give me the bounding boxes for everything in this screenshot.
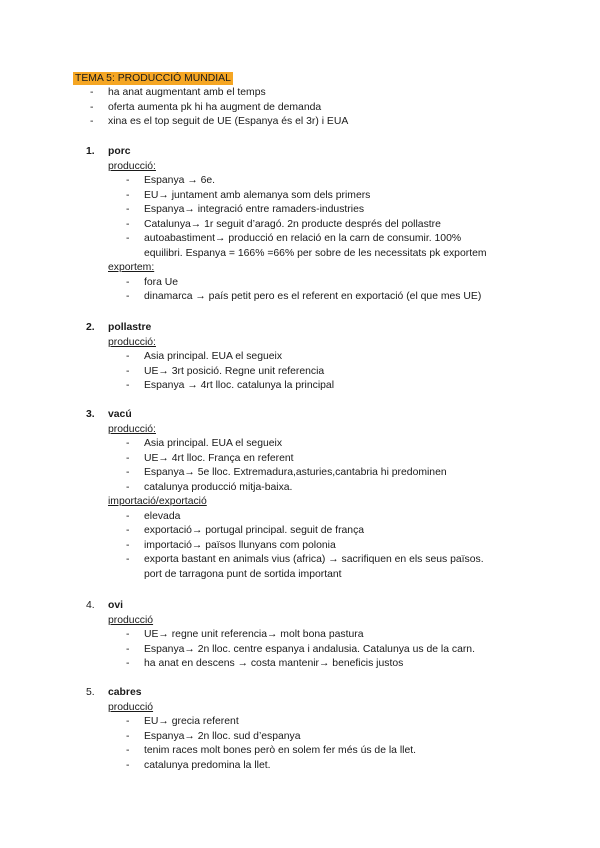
list-item-continuation [86,247,566,262]
list-item-text: equilibri. Espanya = 166% =66% per sobre de les necessitats pk exportem [144,247,487,259]
list-item-text: importació→ països llunyans com polonia [144,539,336,551]
bullet-dash: - [126,716,130,727]
item-list [86,510,566,583]
list-item-continuation [86,568,566,583]
list-item [86,276,566,291]
list-item [86,232,566,247]
page-title: TEMA 5: PRODUCCIÓ MUNDIAL [75,73,231,84]
section-number: 3. [86,409,95,420]
bullet-dash: - [126,730,130,742]
section-heading [86,408,566,423]
list-item-text: elevada [144,510,181,522]
list-item [86,379,566,394]
bullet-dash: - [90,116,94,127]
bullet-dash: - [126,510,130,522]
list-item [86,481,566,496]
bullet-dash: - [126,525,130,536]
section-vacú [86,408,566,582]
list-item-text: Asia principal. EUA el segueix [144,351,283,362]
section-heading [86,686,566,701]
item-list [86,628,566,672]
bullet-dash: - [126,380,130,391]
list-item-text: Espanya → 4rt lloc. catalunya la principal [144,380,335,391]
bullet-dash: - [126,745,130,756]
list-item [86,715,566,730]
list-item [86,744,566,759]
bullet-dash: - [126,481,130,493]
list-item [86,553,566,568]
subheading: producció [108,614,154,626]
list-item [86,189,566,204]
bullet-dash: - [126,351,130,362]
bullet-dash: - [90,87,94,98]
list-item-text: tenim races molt bones però en solem fer més ús de la llet. [144,745,417,756]
subheading: exportem: [108,262,155,273]
list-item-text: catalunya producció mitja-baixa. [144,481,293,493]
subheading: producció: [108,160,156,172]
intro-item [90,101,570,116]
bullet-dash: - [126,204,130,215]
intro-item-text: oferta aumenta pk hi ha augment de demanda [108,101,322,113]
section-heading [86,145,566,160]
bullet-dash: - [126,365,130,377]
bullet-dash: - [126,467,130,478]
subheading: producció [108,701,154,713]
item-list [86,174,566,261]
bullet-dash: - [126,175,130,186]
bullet-dash: - [126,291,130,302]
list-item-text: catalunya predomina la llet. [144,759,271,771]
list-item-text: Espanya → 6e. [144,175,216,186]
list-item-text: Espanya→ 2n lloc. sud d’espanya [144,730,301,742]
list-item [86,628,566,643]
subheading: producció: [108,336,156,348]
bullet-dash: - [126,554,130,565]
section-number: 5. [86,687,95,698]
bullet-dash: - [126,189,130,201]
bullet-dash: - [90,101,94,113]
section-ovi [86,599,566,672]
list-item-text: Asia principal. EUA el segueix [144,438,283,449]
section-cabres [86,686,566,773]
list-item [86,510,566,525]
item-list [86,437,566,495]
bullet-dash: - [126,629,130,640]
list-item-text: exportació→ portugal principal. seguit de frança [144,525,365,536]
bullet-dash: - [126,643,130,655]
list-item [86,730,566,745]
section-number: 2. [86,322,95,333]
list-item-text: EU→ juntament amb alemanya som dels primers [144,189,371,201]
bullet-dash: - [126,452,130,464]
list-item-text: EU→ grecia referent [144,716,239,727]
list-item [86,657,566,672]
section-title: cabres [108,687,142,698]
bullet-dash: - [126,276,130,288]
section-number: 1. [86,146,95,157]
bullet-dash: - [126,658,130,669]
section-heading [86,321,566,336]
list-item-text: exporta bastant en animals vius (africa) → sacrifiquen en els seus països. [144,554,484,565]
list-item-text: fora Ue [144,276,179,288]
list-item-text: Espanya→ 2n lloc. centre espanya i andalusia. Catalunya us de la carn. [144,643,475,655]
intro-item-text: ha anat augmentant amb el temps [108,87,266,98]
list-item [86,218,566,233]
list-item [86,350,566,365]
list-item-text: Espanya→ integració entre ramaders-industries [144,204,365,215]
list-item-text: ha anat en descens → costa mantenir→ beneficis justos [144,658,404,669]
section-title: ovi [108,600,124,611]
list-item-text: Catalunya→ 1r seguit d’aragó. 2n producte després del pollastre [144,218,441,230]
intro-list [90,86,570,130]
subheading: importació/exportació [108,496,207,507]
list-item-text: autoabastiment→ producció en relació en la carn de consumir. 100% [144,233,462,244]
list-item [86,759,566,774]
intro-item [90,86,570,101]
intro-item-text: xina es el top seguit de UE (Espanya és el 3r) i EUA [108,116,349,127]
list-item [86,365,566,380]
list-item [86,290,566,305]
bullet-dash: - [126,438,130,449]
section-title: pollastre [108,322,152,333]
section-pollastre [86,321,566,394]
intro-item [90,115,570,130]
item-list [86,350,566,394]
list-item [86,643,566,658]
list-item-text: Espanya→ 5e lloc. Extremadura,asturies,cantabria hi predominen [144,467,447,478]
bullet-dash: - [126,539,130,551]
list-item [86,524,566,539]
list-item-text: UE→ 3rt posició. Regne unit referencia [144,365,325,377]
list-item [86,466,566,481]
item-list [86,276,566,305]
item-list [86,715,566,773]
list-item-text: port de tarragona punt de sortida important [144,568,342,580]
list-item [86,203,566,218]
bullet-dash: - [126,233,130,244]
section-title: vacú [108,409,132,420]
section-heading [86,599,566,614]
section-porc [86,145,566,305]
list-item [86,174,566,189]
list-item-text: UE→ 4rt lloc. França en referent [144,452,294,464]
bullet-dash: - [126,759,130,771]
section-number: 4. [86,600,95,611]
list-item-text: dinamarca → país petit pero es el referent en exportació (el que mes UE) [144,291,482,302]
section-title: porc [108,146,131,157]
list-item [86,539,566,554]
bullet-dash: - [126,218,130,230]
list-item [86,437,566,452]
list-item [86,452,566,467]
subheading: producció: [108,423,156,435]
list-item-text: UE→ regne unit referencia→ molt bona pastura [144,629,364,640]
